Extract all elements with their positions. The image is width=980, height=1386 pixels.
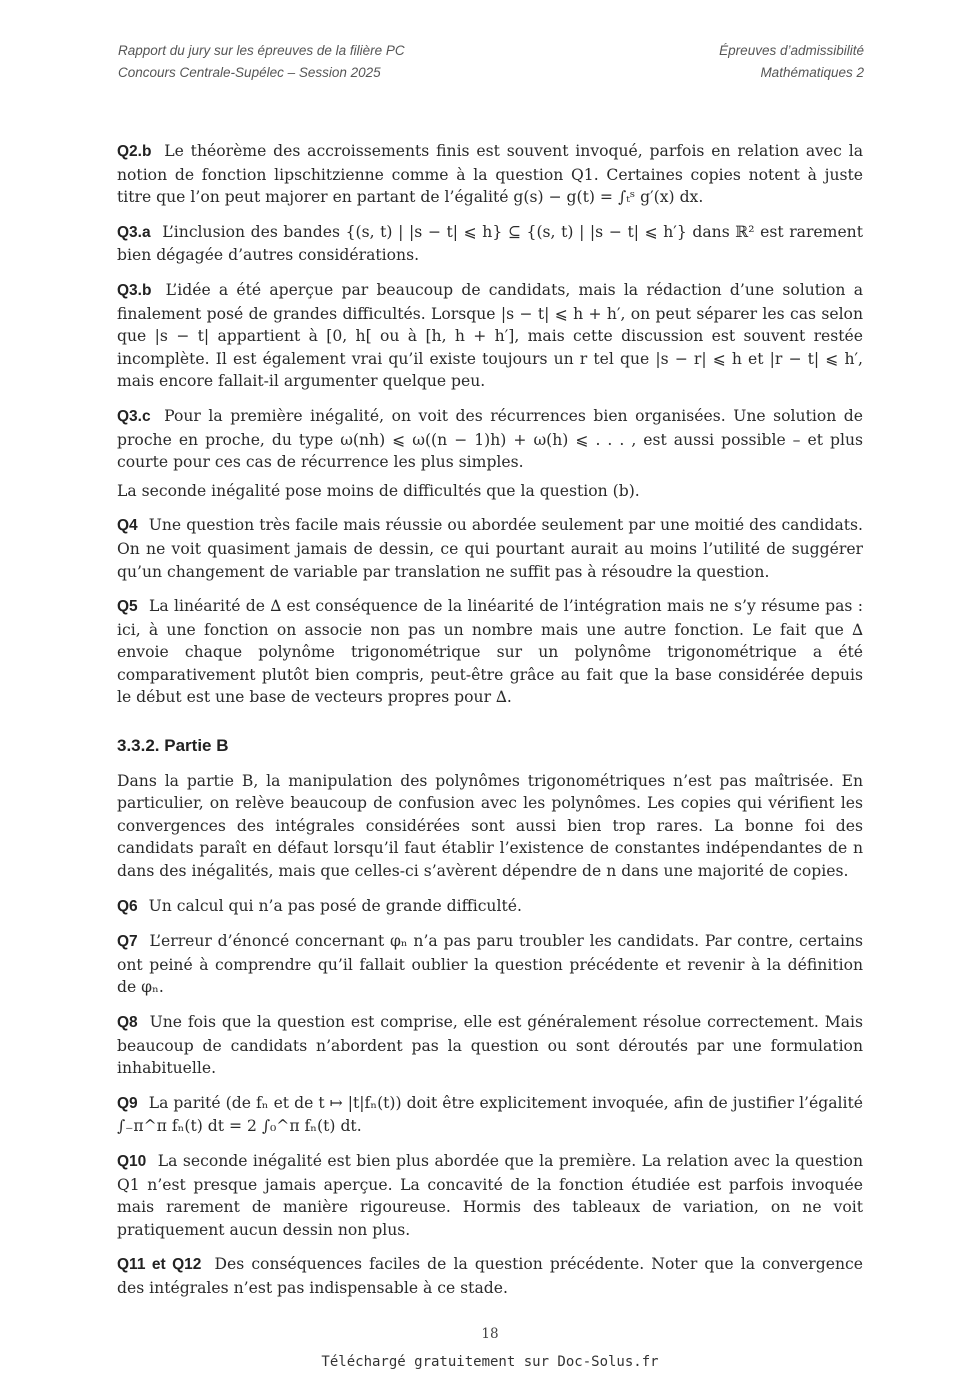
page-number: 18 xyxy=(481,1326,499,1342)
question-comment xyxy=(117,140,863,209)
section-intro: Dans la partie B, la manipulation des polynômes trigonométriques n’est pas maîtrisée. En particulier, on relève beaucoup de confusion avec les polynômes. Les copies qui vérifient les convergences des intégrales considérées sont aussi bien trop rares. La bonne foi des candidats paraît en défaut lorsqu’il faut établir l’existence de constantes indépendantes de n dans des inégalités, mais que celles-ci s’avèrent dépendre de n dans une majorité de copies. xyxy=(117,771,863,881)
question-text: La seconde inégalité pose moins de difficultés que la question (b). xyxy=(117,481,640,500)
question-text: Pour la première inégalité, on voit des récurrences bien organisées. Une solution de proche en proche, du type ω(nh) ⩽ ω((n − 1)h) + ω(h) ⩽ . . . , est aussi possible – et plus courte pour ces cas de récurrence les plus simples. xyxy=(117,406,863,472)
question-comment xyxy=(117,595,863,709)
question-comment xyxy=(117,221,863,267)
exam-subject: Mathématiques 2 xyxy=(760,65,864,80)
question-comment xyxy=(117,930,863,999)
question-text: Des conséquences faciles de la question précédente. Noter que la convergence des intégrales n’est pas indispensable à ce stade. xyxy=(117,1255,863,1297)
question-comment xyxy=(117,895,863,919)
question-label: Q11 et Q12 xyxy=(117,1256,202,1274)
question-comment xyxy=(117,1092,863,1138)
question-label: Q3.c xyxy=(117,407,151,425)
question-text: La seconde inégalité est bien plus abordée que la première. La relation avec la question Q1 n’est presque jamais aperçue. La concavité de la fonction étudiée est parfois invoquée mais rarement de manière rigoureuse. Hormis des tableaux de variation, on ne voit pratiquement aucun dessin non plus. xyxy=(117,1151,863,1239)
question-label: Q7 xyxy=(117,933,138,951)
question-comment-continuation xyxy=(117,480,863,503)
question-label: Q3.b xyxy=(117,281,152,299)
contest-session: Concours Centrale-Supélec – Session 2025 xyxy=(118,65,381,80)
question-text: Un calcul qui n’a pas posé de grande difficulté. xyxy=(148,896,522,915)
question-comment xyxy=(117,279,863,393)
question-comment xyxy=(117,405,863,474)
question-label: Q2.b xyxy=(117,143,152,160)
section-title: 3.3.2. Partie B xyxy=(117,736,229,756)
question-text: L’idée a été aperçue par beaucoup de candidats, mais la rédaction d’une solution a finalement posé de grandes difficultés. Lorsque |s − t| ⩽ h + h′, on peut séparer les cas selon que |s − t| appartient à [0, h[ ou à [h, h + h′], mais cette discussion est souvent restée incomplète. Il est également vrai qu’il existe toujours un r tel que |s − r| ⩽ h et |r − t| ⩽ h′, mais encore fallait-il argumenter quelque peu. xyxy=(117,280,863,391)
question-label: Q3.a xyxy=(117,223,151,241)
question-text: L’erreur d’énoncé concernant φₙ n’a pas paru troubler les candidats. Par contre, certains ont peiné à comprendre qu’il fallait oublier la question précédente et revenir à la définition de φₙ. xyxy=(117,932,863,997)
question-comment xyxy=(117,1150,863,1241)
exam-type: Épreuves d’admissibilité xyxy=(719,43,864,58)
question-comment xyxy=(117,1253,863,1299)
question-label: Q4 xyxy=(117,517,138,535)
header-left xyxy=(118,40,405,84)
question-text: L’inclusion des bandes {(s, t) | |s − t| ⩽ h} ⊆ {(s, t) | |s − t| ⩽ h′} dans ℝ² est rarement bien dégagée d’autres considérations. xyxy=(117,222,863,265)
header-right xyxy=(719,40,864,84)
report-body xyxy=(117,140,863,1312)
question-text: Le théorème des accroissements finis est souvent invoqué, parfois en relation avec la notion de fonction lipschitzienne comme à la question Q1. Certaines copies notent à juste titre que l’on peut majorer en partant de l’égalité g(s) − g(t) = ∫ₜˢ g′(x) dx. xyxy=(117,142,863,207)
question-label: Q5 xyxy=(117,598,138,616)
report-title: Rapport du jury sur les épreuves de la filière PC xyxy=(118,43,405,58)
question-comment xyxy=(117,514,863,583)
download-footer: Téléchargé gratuitement sur Doc-Solus.fr xyxy=(321,1354,659,1370)
question-text: Une fois que la question est comprise, elle est généralement résolue correctement. Mais beaucoup de candidats n’abordent pas la question ou sont déroutés par une formulation inhabituelle. xyxy=(117,1013,863,1078)
question-label: Q6 xyxy=(117,897,138,915)
question-text: La parité (de fₙ et de t ↦ |t|fₙ(t)) doit être explicitement invoquée, afin de justifier l’égalité ∫₋π^π fₙ(t) dt = 2 ∫₀^π fₙ(t) dt. xyxy=(117,1093,863,1136)
question-comment xyxy=(117,1011,863,1080)
question-text: La linéarité de ∆ est conséquence de la linéarité de l’intégration mais ne s’y résume pas : ici, à une fonction on associe non pas un nombre mais une autre fonction. Le fait que ∆ envoie chaque polynôme trigonométrique sur un polynôme trigonométrique a été comparativement plutôt bien compris, peut-être grâce au fait que la base considérée depuis le début est une base de vecteurs propres pour ∆. xyxy=(117,597,863,707)
question-label: Q8 xyxy=(117,1014,138,1031)
question-label: Q9 xyxy=(117,1094,138,1112)
question-label: Q10 xyxy=(117,1152,147,1170)
question-text: Une question très facile mais réussie ou abordée seulement par une moitié des candidats. On ne voit quasiment jamais de dessin, ce qui pourtant aurait au moins l’utilité de suggérer qu’un changement de variable par translation ne suffit pas à résoudre la question. xyxy=(117,516,863,581)
